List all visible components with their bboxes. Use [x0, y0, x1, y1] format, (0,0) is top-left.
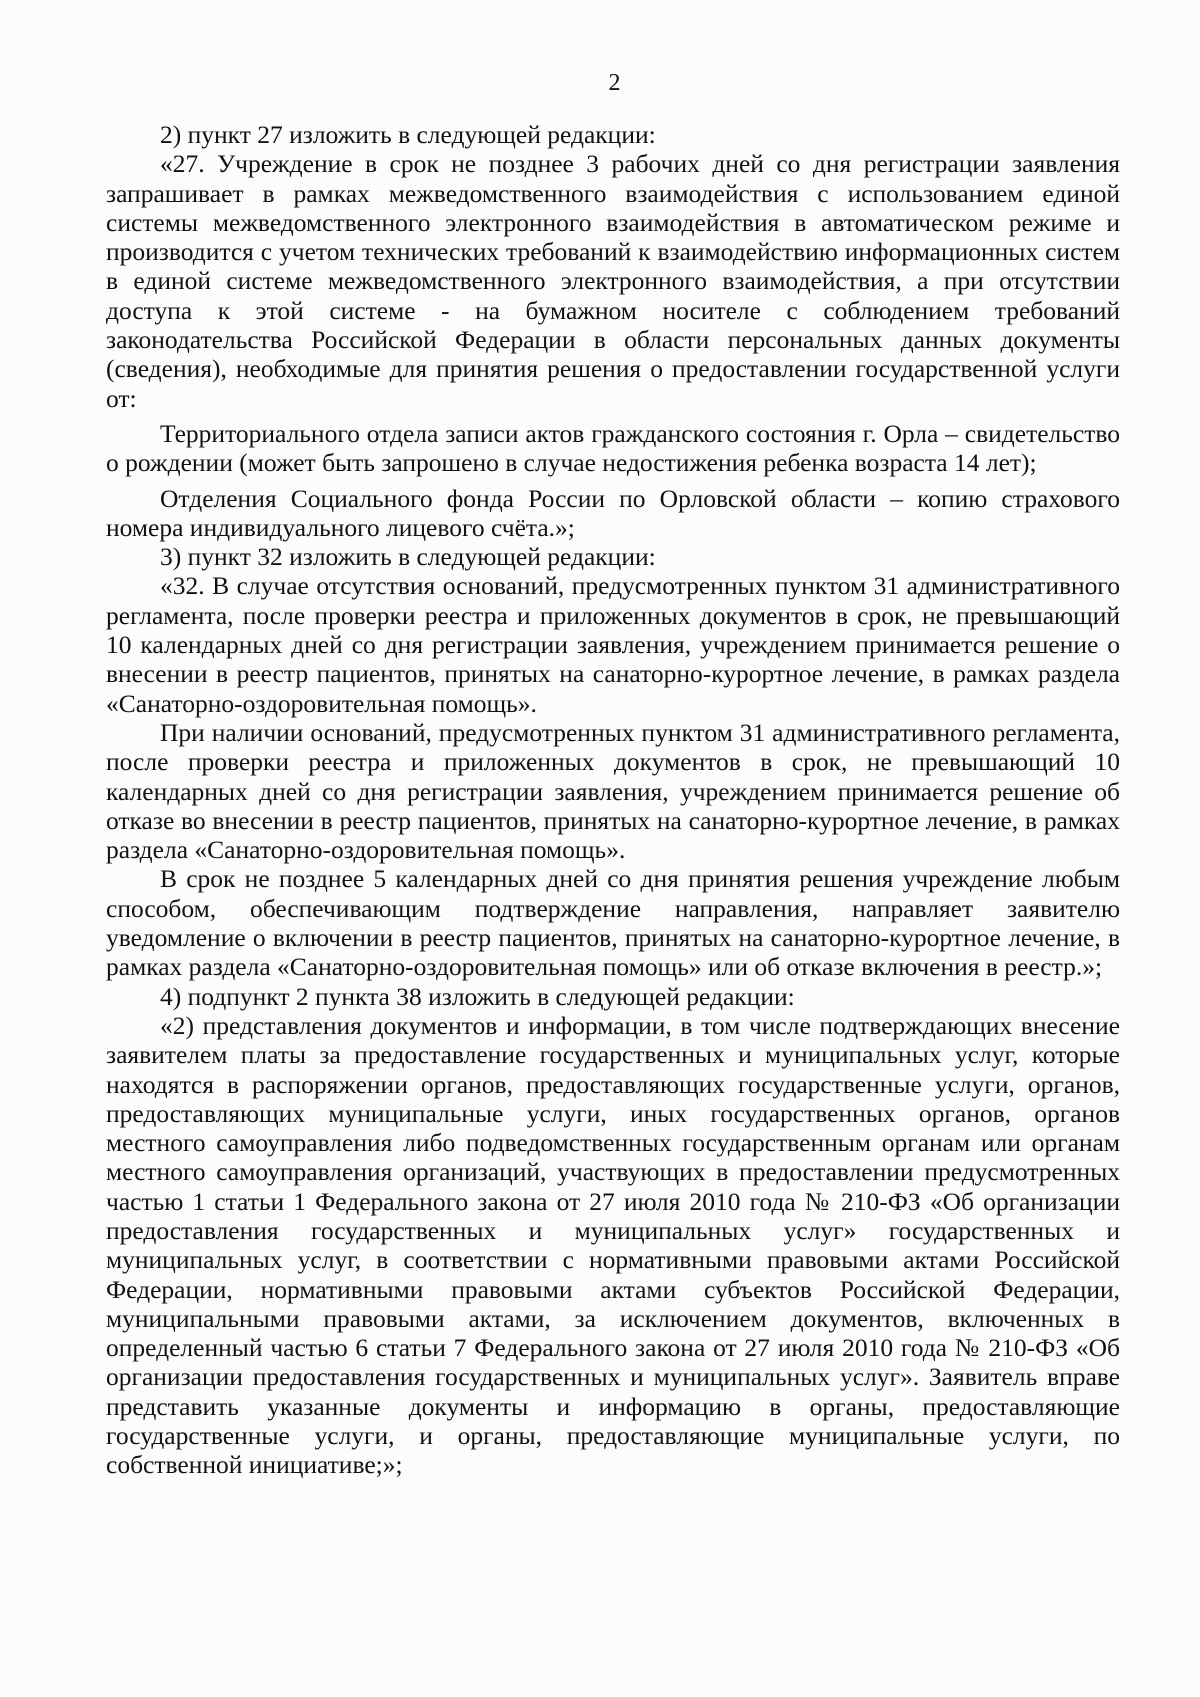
- page-number: 2: [608, 70, 621, 96]
- paragraph-item-2-heading: 2) пункт 27 изложить в следующей редакции:: [160, 120, 656, 149]
- paragraph-social-fund: Отделения Социального фонда России по Орловской области – копию страхового номера индивидуального лицевого счёта.»;: [106, 483, 1120, 542]
- paragraph-clause-32: «32. В случае отсутствия оснований, предусмотренных пунктом 31 административного регламента, после проверки реестра и приложенных документов в срок, не превышающий 10 календарных дней со дня регистрации заявления, учреждением принимается решение о внесении в реестр пациентов, принятых на санаторно-курортное лечение, в рамках раздела «Санаторно-оздоровительная помощь».: [106, 571, 1120, 718]
- paragraph-notification: В срок не позднее 5 календарных дней со дня принятия решения учреждение любым способом, обеспечивающим подтверждение направления, направляет заявителю уведомление о включении в реестр пациентов, принятых на санаторно-курортное лечение, в рамках раздела «Санаторно-оздоровительная помощь» или об отказе включения в реестр.»;: [106, 864, 1120, 982]
- paragraph-subclause-2: «2) представления документов и информации, в том числе подтверждающих внесение заявителем платы за предоставление государственных и муниципальных услуг, которые находятся в распоряжении органов, предоставляющих государственные услуги, органов, предоставляющих муниципальные услуги, иных государственных органов, органов местного самоуправления либо подведомственных государственным органам или органам местного самоуправления организаций, участвующих в предоставлении предусмотренных частью 1 статьи 1 Федерального закона от 27 июля 2010 года № 210-ФЗ «Об организации предоставления государственных и муниципальных услуг» государственных и муниципальных услуг, в соответствии с нормативными правовыми актами Российской Федерации, нормативными правовыми актами субъектов Российской Федерации, муниципальными правовыми актами, за исключением документов, включенных в определенный частью 6 статьи 7 Федерального закона от 27 июля 2010 года № 210-ФЗ «Об организации предоставления государственных и муниципальных услуг». Заявитель вправе представить указанные документы и информацию в органы, предоставляющие государственные услуги, и органы, предоставляющие муниципальные услуги, по собственной инициативе;»;: [106, 1010, 1120, 1480]
- paragraph-item-4-heading: 4) подпункт 2 пункта 38 изложить в следующей редакции:: [160, 981, 795, 1011]
- paragraph-registry-office: Территориального отдела записи актов гражданского состояния г. Орла – свидетельство о рождении (может быть запрошено в случае недостижения ребенка возраста 14 лет);: [106, 418, 1120, 478]
- paragraph-item-3-heading: 3) пункт 32 изложить в следующей редакции:: [160, 542, 656, 572]
- document-body: [106, 120, 1120, 1480]
- paragraph-refusal-grounds: При наличии оснований, предусмотренных пунктом 31 административного регламента, после проверки реестра и приложенных документов в срок, не превышающий 10 календарных дней со дня регистрации заявления, учреждением принимается решение об отказе во внесении в реестр пациентов, принятых на санаторно-курортное лечение, в рамках раздела «Санаторно-оздоровительная помощь».: [106, 717, 1120, 865]
- paragraph-clause-27: «27. Учреждение в срок не позднее 3 рабочих дней со дня регистрации заявления запрашивает в рамках межведомственного взаимодействия с использованием единой системы межведомственного электронного взаимодействия в автоматическом режиме и производится с учетом технических требований к взаимодействию информационных систем в единой системе межведомственного электронного взаимодействия, а при отсутствии доступа к этой системе - на бумажном носителе с соблюдением требований законодательства Российской Федерации в области персональных данных документы (сведения), необходимые для принятия решения о предоставлении государственной услуги от:: [106, 149, 1120, 413]
